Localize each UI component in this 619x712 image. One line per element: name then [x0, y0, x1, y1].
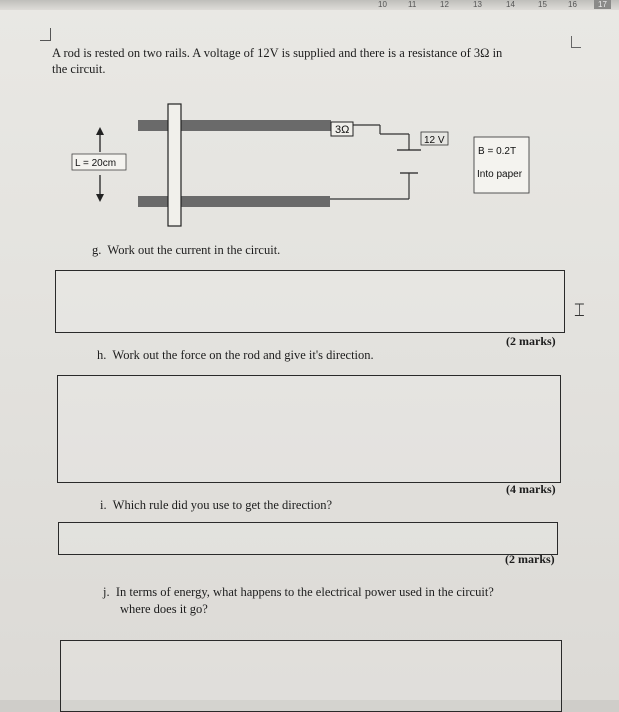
ruler-label: 10 — [378, 0, 387, 9]
arrow-up-icon — [96, 127, 104, 135]
question-text: where does it go? — [120, 602, 208, 616]
rod — [168, 104, 181, 226]
intro-line: A rod is rested on two rails. A voltage of 12V is supplied and there is a resistance of 3Ω in — [52, 46, 503, 60]
question-j — [103, 584, 494, 618]
ruler — [0, 0, 619, 10]
margin-corner-mark — [40, 28, 51, 41]
ruler-label: 14 — [506, 0, 515, 9]
battery-label: 12 V — [424, 135, 445, 146]
top-rail — [138, 120, 331, 131]
question-letter: h. — [97, 348, 107, 362]
ruler-label: 16 — [568, 0, 577, 9]
marks-label: (2 marks) — [505, 552, 555, 566]
resistor-label: 3Ω — [335, 124, 350, 136]
marks-label: (4 marks) — [506, 482, 556, 496]
margin-corner-mark — [571, 36, 581, 48]
question-g — [92, 243, 280, 258]
ruler-label: 12 — [440, 0, 449, 9]
answer-box-i[interactable] — [58, 522, 558, 555]
question-text: Work out the force on the rod and give it's direction. — [112, 348, 374, 362]
answer-box-h[interactable] — [57, 375, 561, 483]
marks-label: (2 marks) — [506, 334, 556, 348]
ruler-label: 11 — [408, 0, 417, 9]
question-i — [100, 498, 332, 513]
length-label: L = 20cm — [75, 158, 117, 169]
question-text: In terms of energy, what happens to the electrical power used in the circuit? — [115, 585, 494, 599]
question-text: Work out the current in the circuit. — [107, 243, 281, 257]
intro-line: the circuit. — [52, 62, 106, 76]
arrow-down-icon — [96, 194, 104, 202]
question-letter: j. — [103, 585, 110, 599]
intro-text — [52, 45, 572, 77]
question-letter: i. — [100, 498, 107, 512]
question-text: Which rule did you use to get the direction? — [112, 498, 333, 512]
field-direction-label: Into paper — [477, 169, 523, 180]
ruler-label: 15 — [538, 0, 547, 9]
ruler-label: 17 — [594, 0, 611, 9]
text-cursor-icon: ⌶ — [574, 300, 585, 321]
bottom-rail — [138, 196, 330, 207]
question-letter: g. — [92, 243, 102, 257]
field-strength-label: B = 0.2T — [478, 146, 517, 157]
answer-box-g[interactable] — [55, 270, 565, 333]
answer-box-j[interactable] — [60, 640, 562, 712]
question-h — [97, 348, 374, 363]
ruler-label: 13 — [473, 0, 482, 9]
